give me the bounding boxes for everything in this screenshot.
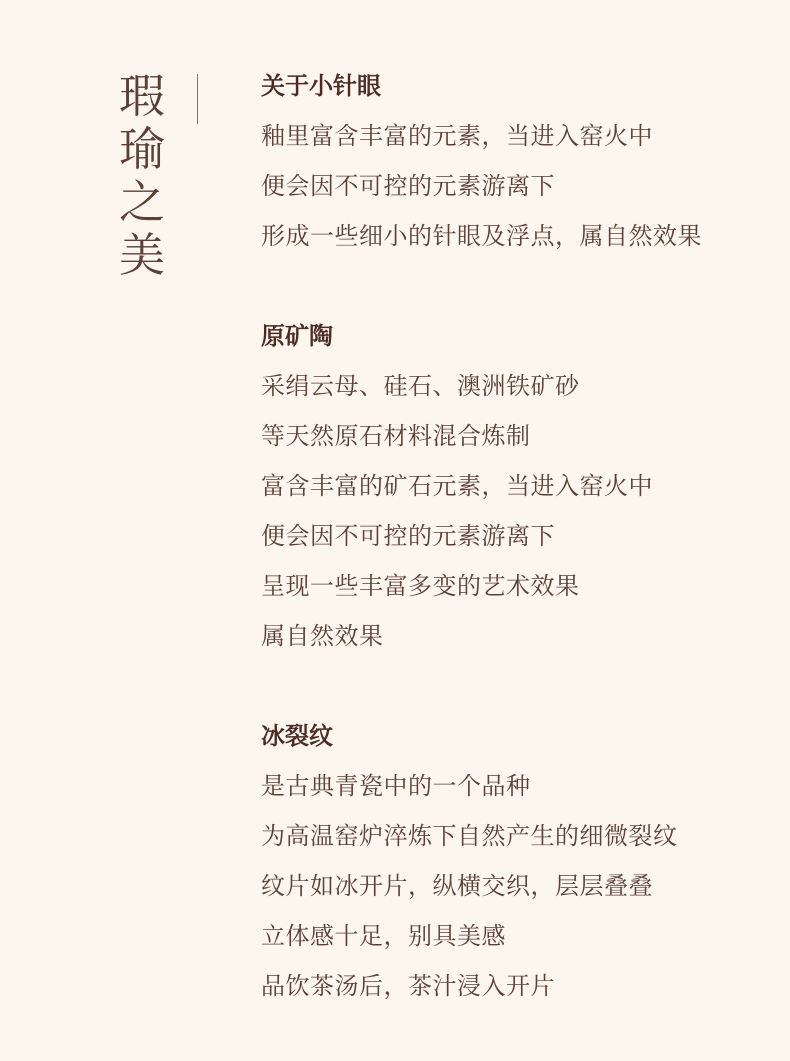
title-divider <box>197 74 198 124</box>
section-line: 纹片如冰开片，纵横交织，层层叠叠 <box>261 872 653 900</box>
section-line: 形成一些细小的针眼及浮点，属自然效果 <box>261 222 702 250</box>
section-line: 呈现一些丰富多变的艺术效果 <box>261 572 580 600</box>
section-line: 是古典青瓷中的一个品种 <box>261 772 531 800</box>
section-line: 品饮茶汤后，茶汁浸入开片 <box>261 972 555 1000</box>
section-heading: 原矿陶 <box>261 321 333 350</box>
title-char: 美 <box>119 228 165 282</box>
section-line: 便会因不可控的元素游离下 <box>261 522 555 550</box>
section-line: 富含丰富的矿石元素，当进入窑火中 <box>261 472 653 500</box>
section-line: 采绢云母、硅石、澳洲铁矿砂 <box>261 372 580 400</box>
section-line: 属自然效果 <box>261 622 384 650</box>
content-column <box>261 61 770 1061</box>
section-line: 立体感十足，别具美感 <box>261 922 506 950</box>
section-line: 为高温窑炉淬炼下自然产生的细微裂纹 <box>261 822 678 850</box>
section-line: 便会因不可控的元素游离下 <box>261 172 555 200</box>
section-ice-crackle <box>261 711 770 1011</box>
title-char: 瑜 <box>119 122 165 176</box>
title-char: 之 <box>119 175 165 229</box>
vertical-title <box>117 70 167 282</box>
section-heading: 冰裂纹 <box>261 721 333 750</box>
section-pinholes <box>261 61 770 261</box>
section-raw-ore-pottery <box>261 311 770 661</box>
section-line: 等天然原石材料混合炼制 <box>261 422 531 450</box>
title-char: 瑕 <box>119 69 165 123</box>
section-line: 釉里富含丰富的元素，当进入窑火中 <box>261 122 653 150</box>
section-heading: 关于小针眼 <box>261 71 381 100</box>
